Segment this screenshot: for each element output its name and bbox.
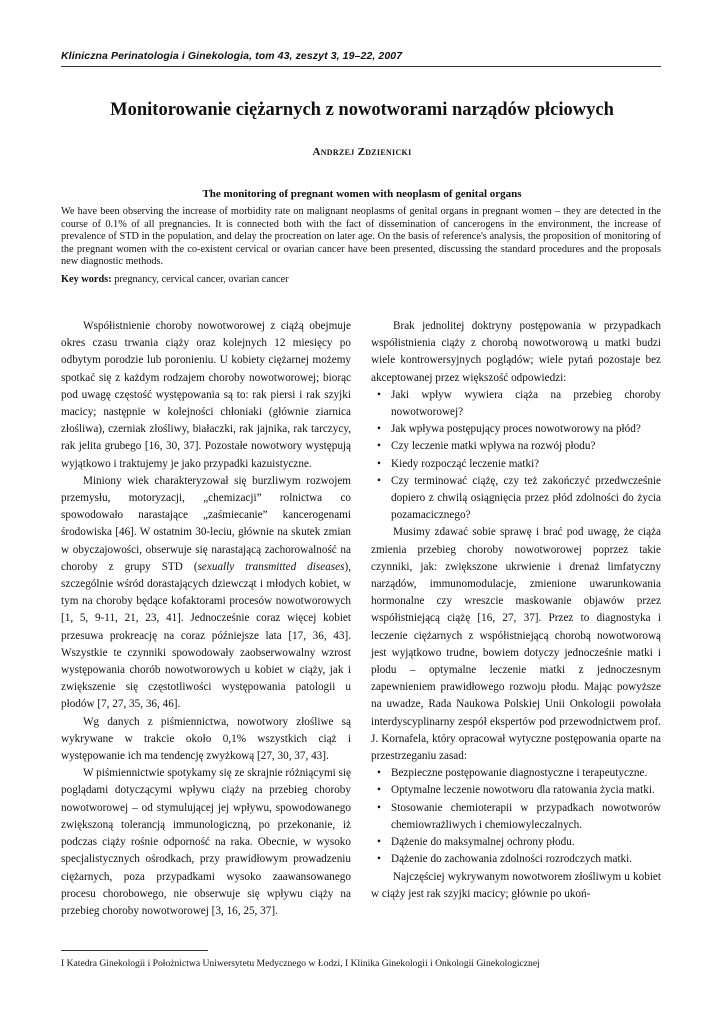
left-paragraph-1: Współistnienie choroby nowotworowej z ciążą obejmuje okres czasu trwania ciąży oraz kolejnych 12 miesięcy po odbytym porodzie lub poronieniu. U kobiety ciężarnej możemy spotkać się z każdym rodzajem choroby nowotworowej; biorąc pod uwagę częstość występowania są to: rak piersi i rak szyjki macicy; następnie w kolejności chłoniaki (głównie ziarnica złośliwa), czerniak złośliwy, białaczki, rak jajnika, rak tarczycy, rak jelita grubego [16, 30, 37]. Pozostałe nowotwory występują wyjątkowo i traktujemy je jako przypadki kazuistyczne. xyxy=(61,320,351,470)
list-item-text: Stosowanie chemioterapii w przypadkach nowotworów chemiowrażliwych i chemiowyleczalnych. xyxy=(391,801,661,831)
list-item-text: Bezpieczne postępowanie diagnostyczne i terapeutyczne. xyxy=(391,767,648,780)
left-paragraph-3: Wg danych z piśmiennictwa, nowotwory złośliwe są wykrywane w trakcie około 0,1% wszystkich ciąż i występowanie ich ma tendencję zwyżkową [27, 30, 37, 43]. xyxy=(61,715,351,763)
left-column xyxy=(61,318,351,920)
left-p2-italic: sexually transmitted diseases xyxy=(197,560,345,573)
list-item xyxy=(371,800,661,834)
bullet-icon: • xyxy=(377,457,381,470)
footnote-rule xyxy=(61,950,208,951)
list-item xyxy=(371,456,661,473)
questions-list xyxy=(371,387,661,525)
article-title: Monitorowanie ciężarnych z nowotworami narządów płciowych xyxy=(110,100,614,120)
list-item xyxy=(371,765,661,782)
bullet-icon: • xyxy=(377,440,381,453)
left-paragraph-2 xyxy=(61,473,351,714)
right-paragraph-2: Musimy zdawać sobie sprawę i brać pod uwagę, że ciąża zmienia przebieg choroby nowotworowej poprzez takie czynniki, jak: zwiększone ukrwienie i drenaż limfatyczny narządów, immunomodulacje, zmienione uwarunkowania hormonalne czy wreszcie maskowanie objawów przez współistniejącą ciążę [16, 27, 37]. Przez to diagnostyka i leczenie ciężarnych z współistniejącą chorobą nowotworową jest wyjątkowo trudne, bowiem dotyczy jednocześnie matki i płodu – optymalne leczenie matki z jednoczesnym zapewnieniem prawidłowego rozwoju płodu. Mając powyższe na uwadze, Rada Naukowa Polskiej Unii Onkologii powołała interdyscyplinarny zespół ekspertów pod przewodnictwem prof. J. Kornafela, który opracował wytyczne postępowania oparte na przestrzeganiu zasad: xyxy=(371,526,661,763)
list-item xyxy=(371,851,661,868)
list-item-text: Jaki wpływ wywiera ciąża na przebieg choroby nowotworowej? xyxy=(391,388,661,419)
bullet-icon: • xyxy=(377,853,381,866)
bullet-icon: • xyxy=(377,388,381,401)
bullet-icon: • xyxy=(377,767,381,780)
keywords-text: pregnancy, cervical cancer, ovarian cancer xyxy=(114,274,289,285)
keywords-label: Key words: xyxy=(61,274,112,285)
list-item xyxy=(371,421,661,438)
list-item-text: Czy terminować ciążę, czy też zakończyć przedwcześnie dopiero z chwilą osiągnięcia przez płód zdolności do życia pozamacicznego? xyxy=(391,474,661,522)
list-item-text: Dążenie do zachowania zdolności rozrodczych matki. xyxy=(391,853,633,866)
list-item-text: Czy leczenie matki wpływa na rozwój płodu? xyxy=(391,440,596,453)
article-author: Andrzej Zdzienicki xyxy=(312,146,412,158)
bullet-icon: • xyxy=(377,836,381,849)
right-paragraph-1: Brak jednolitej doktryny postępowania w przypadkach współistnienia ciąży z chorobą nowotworową u matki budzi wiele kontrowersyjnych poglądów; wiele pytań pozostaje bez akceptowanej przez większość odpowiedzi: xyxy=(371,320,661,384)
keywords xyxy=(61,273,661,286)
running-header: Kliniczna Perinatologia i Ginekologia, tom 43, zeszyt 3, 19–22, 2007 xyxy=(61,50,403,62)
list-item-text: Optymalne leczenie nowotworu dla ratowania życia matki. xyxy=(391,784,655,797)
bullet-icon: • xyxy=(377,784,381,797)
list-item xyxy=(371,438,661,455)
right-paragraph-3: Najczęściej wykrywanym nowotworem złośliwym u kobiet w ciąży jest rak szyjki macicy; głównie po ukoń- xyxy=(371,870,661,900)
right-column xyxy=(371,318,661,903)
list-item-text: Kiedy rozpocząć leczenie matki? xyxy=(391,457,540,470)
header-rule xyxy=(61,66,661,67)
list-item xyxy=(371,473,661,525)
principles-list xyxy=(371,765,661,868)
footnote: I Katedra Ginekologii i Położnictwa Uniwersytetu Medycznego w Łodzi, I Klinika Ginekologii i Onkologii Ginekologicznej xyxy=(61,958,540,969)
left-paragraph-4: W piśmiennictwie spotykamy się ze skrajnie różniącymi się poglądami dotyczącymi wpływu ciąży na przebieg choroby nowotworowej – od stymulującej jej wpływu, spowodowanego zwiększoną tolerancją immunologiczną, po przekonanie, iż podczas ciąży rośnie odporność na raka. Obecnie, w wysoko specjalistycznych ośrodkach, przy prawidłowym prowadzeniu ciężarnych, poza przypadkami wysoko zaawansowanego procesu chorobowego, nie obserwuje się wpływu ciąży na przebieg choroby nowotworowej [3, 16, 25, 37]. xyxy=(61,767,351,917)
bullet-icon: • xyxy=(377,801,381,814)
bullet-icon: • xyxy=(377,423,381,436)
list-item xyxy=(371,387,661,421)
abstract-title: The monitoring of pregnant women with neoplasm of genital organs xyxy=(202,188,522,200)
left-p2-text-a: Miniony wiek charakteryzował się burzliwym rozwojem przemysłu, motoryzacji, „chemizacji” rolnictwa co spowodowało narastające „zaśmiecanie” kancerogenami środowiska [46]. W ostatnim 30-leciu, głównie na skutek zmian w obyczajowości, obserwuje się narastającą zachorowalność na choroby z grupy STD ( xyxy=(61,474,351,573)
list-item xyxy=(371,834,661,851)
list-item-text: Jak wpływa postępujący proces nowotworowy na płód? xyxy=(391,423,641,436)
bullet-icon: • xyxy=(377,474,381,487)
list-item-text: Dążenie do maksymalnej ochrony płodu. xyxy=(391,836,575,849)
list-item xyxy=(371,782,661,799)
abstract-body: We have been observing the increase of morbidity rate on malignant neoplasms of genital organs in pregnant women – they are detected in the course of 0.1% of all pregnancies. It is connected both with the fact of dissemination of cancerogens in the environment, the increase of prevalence of STD in the population, and delay the procreation on later age. On the basis of reference's analysis, the proposition of monitoring of the pregnant women with the co-existent cervical or ovarian cancer have been presented, discussing the standard procedures and the proposals new diagnostic methods. xyxy=(61,206,661,267)
left-p2-text-b: ), szczególnie wśród dorastających dziewcząt i młodych kobiet, w tym na choroby będące kofaktorami procesów nowotworowych [1, 5, 9-11, 21, 23, 41]. Jednocześnie coraz więcej kobiet przesuwa prokreację na coraz późniejsze lata [17, 36, 43]. Wszystkie te czynniki spowodowały zaobserwowalny wzrost występowania chorób nowotworowych u kobiet w ciąży, jak i zwiększenie się częstotliwości występowania patologii u płodów [7, 27, 35, 36, 46]. xyxy=(61,560,351,711)
